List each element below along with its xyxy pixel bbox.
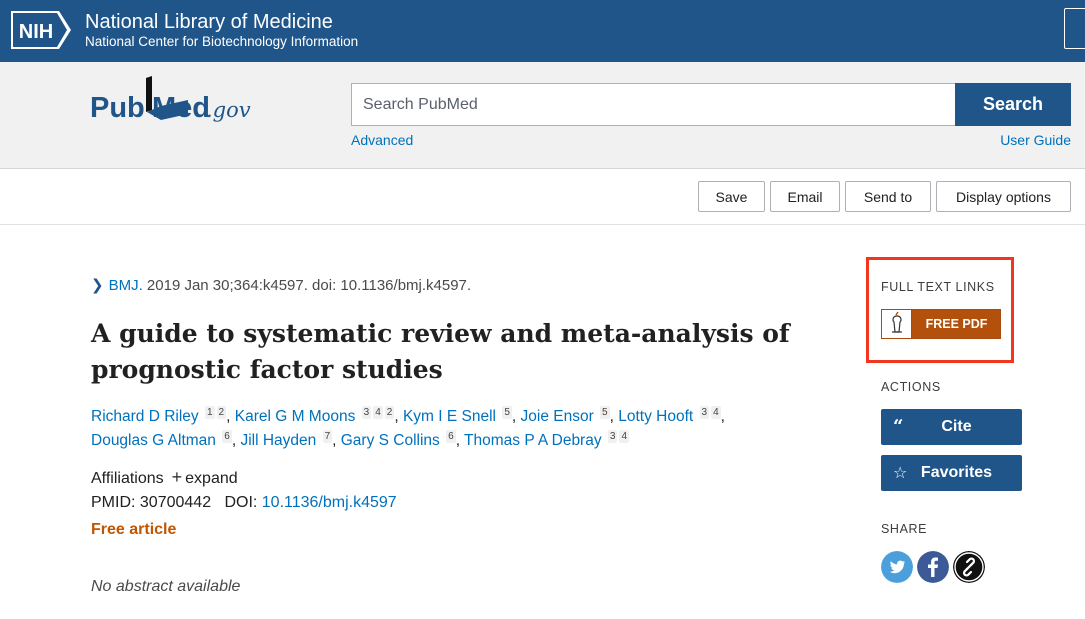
search-input[interactable] bbox=[351, 83, 956, 126]
star-icon: ☆ bbox=[893, 463, 908, 482]
free-pdf-label: FREE PDF bbox=[925, 317, 988, 331]
author-name[interactable]: Jill Hayden bbox=[240, 432, 317, 449]
author-item: Richard D Riley 1 2 , bbox=[91, 407, 235, 425]
citation-line bbox=[91, 276, 471, 294]
affiliation-ref[interactable]: 6 bbox=[224, 431, 230, 442]
pmid-label: PMID: bbox=[91, 494, 136, 511]
doi-label: DOI: bbox=[224, 494, 258, 511]
save-button[interactable]: Save bbox=[698, 181, 765, 212]
actions-heading: ACTIONS bbox=[881, 380, 941, 394]
facebook-icon[interactable] bbox=[917, 551, 949, 583]
pubmed-logo[interactable] bbox=[90, 76, 275, 132]
send-to-button[interactable]: Send to bbox=[845, 181, 931, 212]
author-item bbox=[464, 432, 629, 449]
cite-label: Cite bbox=[941, 418, 972, 435]
journal-link[interactable]: BMJ. bbox=[108, 277, 143, 294]
cite-button[interactable] bbox=[881, 409, 1022, 445]
affiliation-ref[interactable]: 4 bbox=[375, 407, 381, 418]
pubmed-logo-pub: Pub bbox=[90, 92, 145, 124]
affiliation-ref[interactable]: 5 bbox=[602, 407, 608, 418]
author-item: Douglas G Altman 6 , bbox=[91, 431, 241, 449]
publisher-logo-icon bbox=[882, 310, 912, 338]
article-title: A guide to systematic review and meta-analysis of prognostic factor studies bbox=[91, 319, 790, 384]
quote-icon: “ bbox=[893, 416, 904, 437]
identifiers bbox=[91, 494, 397, 512]
pmid-value: 30700442 bbox=[139, 494, 212, 511]
pubmed-logo-med: Med bbox=[152, 92, 210, 124]
chevron-right-icon[interactable]: ❯ bbox=[91, 277, 104, 294]
author-item: Kym I E Snell 5 , bbox=[402, 407, 521, 425]
free-pdf-button[interactable] bbox=[881, 309, 1001, 339]
citation-text: 2019 Jan 30;364:k4597. doi: 10.1136/bmj.k4597. bbox=[146, 277, 472, 294]
full-text-links-heading: FULL TEXT LINKS bbox=[881, 280, 995, 294]
affiliation-ref[interactable]: 3 bbox=[363, 407, 370, 418]
article-toolbar bbox=[0, 169, 1085, 225]
affiliation-ref[interactable]: 5 bbox=[504, 407, 510, 418]
free-article-badge: Free article bbox=[91, 521, 177, 538]
author-item: Gary S Collins 6 , bbox=[340, 431, 465, 449]
display-options-button[interactable]: Display options bbox=[936, 181, 1071, 212]
email-button[interactable]: Email bbox=[770, 181, 840, 212]
author-name[interactable]: Joie Ensor bbox=[520, 408, 594, 425]
abstract-text: No abstract available bbox=[91, 578, 241, 595]
affiliation-ref[interactable]: 3 bbox=[609, 431, 616, 442]
favorites-label: Favorites bbox=[920, 464, 993, 481]
share-heading: SHARE bbox=[881, 522, 928, 536]
twitter-icon[interactable] bbox=[881, 551, 913, 583]
pubmed-logo-gov: .gov bbox=[206, 98, 251, 122]
author-name[interactable]: Richard D Riley bbox=[91, 408, 199, 425]
nih-menu-button[interactable] bbox=[1064, 8, 1085, 49]
plus-icon: + bbox=[171, 467, 183, 487]
author-name[interactable]: Gary S Collins bbox=[340, 432, 440, 449]
advanced-search-link[interactable]: Advanced bbox=[351, 132, 414, 148]
affiliations-toggle[interactable] bbox=[91, 467, 238, 488]
author-item: Karel G M Moons 3 4 2 , bbox=[234, 407, 403, 425]
affiliation-ref[interactable]: 3 bbox=[701, 407, 708, 418]
link-icon[interactable] bbox=[953, 551, 985, 583]
affiliation-ref[interactable]: 1 bbox=[206, 407, 213, 418]
affiliation-ref[interactable]: 7 bbox=[324, 431, 331, 442]
author-item: Jill Hayden 7 , bbox=[240, 431, 341, 449]
author-name[interactable]: Kym I E Snell bbox=[402, 408, 496, 425]
favorites-button[interactable] bbox=[881, 455, 1022, 491]
nih-logo-text: NIH bbox=[18, 21, 54, 43]
doi-link[interactable]: 10.1136/bmj.k4597 bbox=[261, 494, 397, 511]
author-name[interactable]: Lotty Hooft bbox=[618, 408, 694, 425]
affiliation-ref[interactable]: 4 bbox=[713, 407, 719, 418]
affiliation-ref[interactable]: 6 bbox=[448, 431, 454, 442]
user-guide-link[interactable]: User Guide bbox=[1000, 132, 1071, 148]
nih-title[interactable]: National Library of Medicine bbox=[85, 11, 333, 33]
nih-header bbox=[0, 0, 1085, 62]
affiliation-ref[interactable]: 2 bbox=[386, 407, 393, 418]
affiliation-ref[interactable]: 2 bbox=[218, 407, 225, 418]
expand-link[interactable]: expand bbox=[185, 470, 238, 487]
search-button[interactable]: Search bbox=[955, 83, 1071, 126]
search-band bbox=[0, 62, 1085, 169]
author-name[interactable]: Douglas G Altman bbox=[91, 432, 216, 449]
affiliations-label: Affiliations bbox=[91, 470, 164, 487]
author-name[interactable]: Thomas P A Debray bbox=[464, 432, 602, 449]
author-list bbox=[91, 405, 791, 453]
nih-subtitle[interactable]: National Center for Biotechnology Information bbox=[85, 34, 359, 49]
affiliation-ref[interactable]: 4 bbox=[621, 431, 628, 442]
nih-logo[interactable] bbox=[11, 11, 71, 49]
author-item: Lotty Hooft 3 4 , bbox=[618, 407, 725, 425]
author-item: Joie Ensor 5 , bbox=[520, 407, 619, 425]
author-name[interactable]: Karel G M Moons bbox=[234, 408, 356, 425]
